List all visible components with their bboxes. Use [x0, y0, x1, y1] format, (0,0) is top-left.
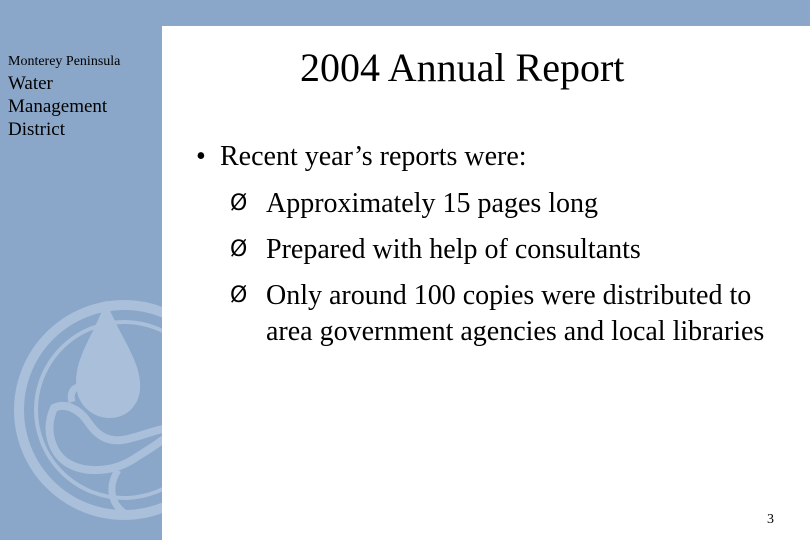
- org-name-small: Monterey Peninsula: [8, 54, 121, 69]
- org-name-line: District: [8, 119, 65, 140]
- slide-content: [196, 140, 786, 350]
- org-name-line: Management: [8, 96, 108, 117]
- top-bar: [162, 0, 810, 26]
- slide-title: 2004 Annual Report: [300, 45, 625, 90]
- bullet-item: [196, 140, 786, 174]
- org-name-large: [8, 72, 107, 141]
- sub-bullet-text: Only around 100 copies were distributed to area government agencies and local libraries: [266, 280, 765, 347]
- org-name-line: Water: [8, 73, 53, 94]
- arrow-bullet-icon: Ø: [230, 237, 248, 262]
- arrow-bullet-icon: Ø: [230, 191, 248, 216]
- sub-bullet-item: [196, 186, 786, 222]
- sub-bullet-item: [196, 232, 786, 268]
- sidebar: [0, 0, 162, 540]
- water-drop-hand-logo-icon: [14, 290, 162, 540]
- arrow-bullet-icon: Ø: [230, 283, 248, 308]
- sub-bullet-text: Prepared with help of consultants: [266, 234, 641, 265]
- bullet-text: Recent year’s reports were:: [220, 141, 527, 172]
- sub-bullet-item: [196, 278, 786, 350]
- bullet-marker: •: [196, 141, 206, 172]
- page-number: 3: [767, 512, 774, 527]
- sub-bullet-text: Approximately 15 pages long: [266, 188, 599, 219]
